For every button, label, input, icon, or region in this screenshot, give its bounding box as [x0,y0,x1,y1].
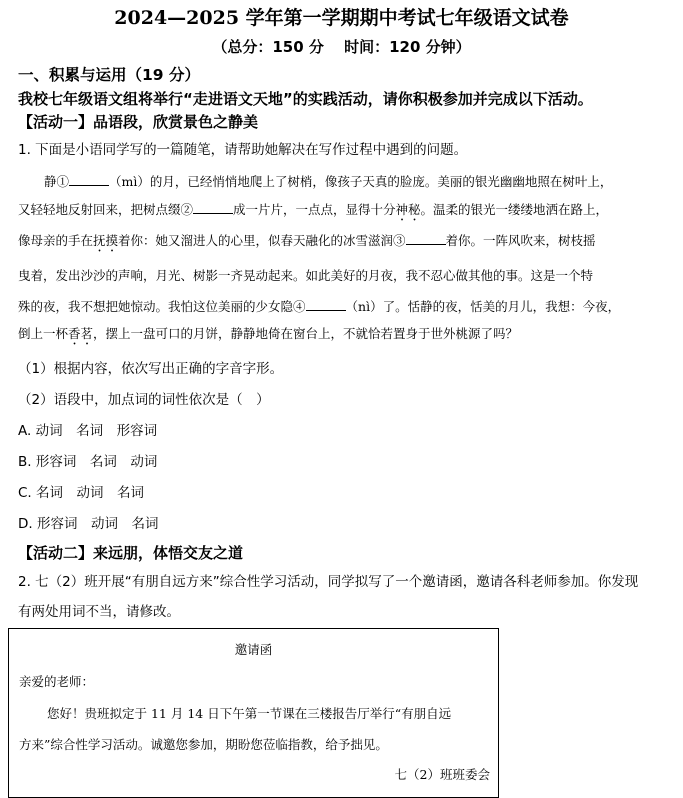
letter-title: 邀请函 [234,642,273,657]
passage-line-3 [18,231,596,255]
option-b[interactable]: B. 形容词 名词 动词 [18,454,158,470]
section-intro: 我校七年级语文组将举行“走进语文天地”的实践活动，请你积极参加并完成以下活动。 [18,90,593,108]
option-c[interactable]: C. 名词 动词 名词 [18,485,145,501]
passage-line-1 [44,172,612,191]
passage-text: 。温柔的银光一缕缕地洒在路上， [420,202,609,217]
blank-2[interactable] [193,200,233,214]
blank-3[interactable] [406,231,446,245]
question-2-line-2: 有两处用词不当，请修改。 [18,604,180,620]
option-d[interactable]: D. 形容词 动词 名词 [18,516,159,532]
question-1-1: （1）根据内容，依次写出正确的字音字形。 [18,361,284,377]
passage-text: （mì）的月，已经悄悄地爬上了树梢，像孩子天真的脸庞。美丽的银光幽幽地照在树叶上， [109,174,613,189]
passage-text: 成一片片，一点点，显得十分 [233,202,396,217]
option-a[interactable]: A. 动词 名词 形容词 [18,423,158,439]
blank-4[interactable] [306,297,346,311]
letter-body-line-1: 您好！贵班拟定于 11 月 14 日下午第一节课在三楼报告厅举行“有朋自远 [47,706,452,721]
passage-text: ，摆上一盘可口的月饼，静静地倚在窗台上，不就恰若置身于世外桃源了吗？ [93,326,519,341]
letter-signature: 七（2）班班委会 [394,767,490,782]
invitation-letter [8,628,499,798]
passage-text: （nì）了。恬静的夜，恬美的月儿，我想：今夜， [345,299,621,314]
blank-1[interactable] [69,172,109,186]
question-1-2: （2）语段中，加点词的词性依次是（ ） [18,392,270,408]
activity-one-heading: 【活动一】品语段，欣赏景色之静美 [18,113,259,131]
passage-text: 着你。一阵风吹来，树枝摇 [445,233,596,248]
passage-text: 静① [44,174,70,189]
question-2-line-1: 2. 七（2）班开展“有朋自远方来”综合性学习活动，同学拟写了一个邀请函，邀请各科老师参加。你发现 [18,574,639,590]
passage-text: 着你：她又溜进人的心里，似春天融化的冰雪滋润③ [118,233,406,248]
question-1: 1. 下面是小语同学写的一篇随笔，请帮助她解决在写作过程中遇到的问题。 [18,142,468,158]
dotted-word: 抚摸 [93,233,119,248]
letter-salutation: 亲爱的老师： [19,674,95,689]
dotted-word: 神秘 [395,202,421,217]
passage-text: 殊的夜，我不想把她惊动。我怕这位美丽的少女隐④ [18,299,306,314]
passage-line-6 [18,324,518,348]
passage-text: 又轻轻地反射回来，把树点缀② [18,202,194,217]
passage-line-2 [18,200,608,224]
dotted-word: 香茗 [68,326,94,341]
passage-line-4: 曳着，发出沙沙的声响，月光、树影一齐晃动起来。如此美好的月夜，我不忍心做其他的事。这是一个特 [18,268,594,283]
section-heading: 一、积累与运用（19 分） [18,66,200,84]
passage-text: 像母亲的手在 [18,233,94,248]
passage-text: 倒上一杯 [18,326,69,341]
exam-subtitle: （总分：150 分 时间：120 分钟） [212,38,471,56]
activity-two-heading: 【活动二】来远朋，体悟交友之道 [18,544,244,562]
letter-body-line-2: 方来”综合性学习活动。诚邀您参加，期盼您莅临指教，给予拙见。 [19,737,388,752]
exam-title: 2024—2025 学年第一学期期中考试七年级语文试卷 [114,7,569,29]
passage-line-5 [18,297,620,316]
